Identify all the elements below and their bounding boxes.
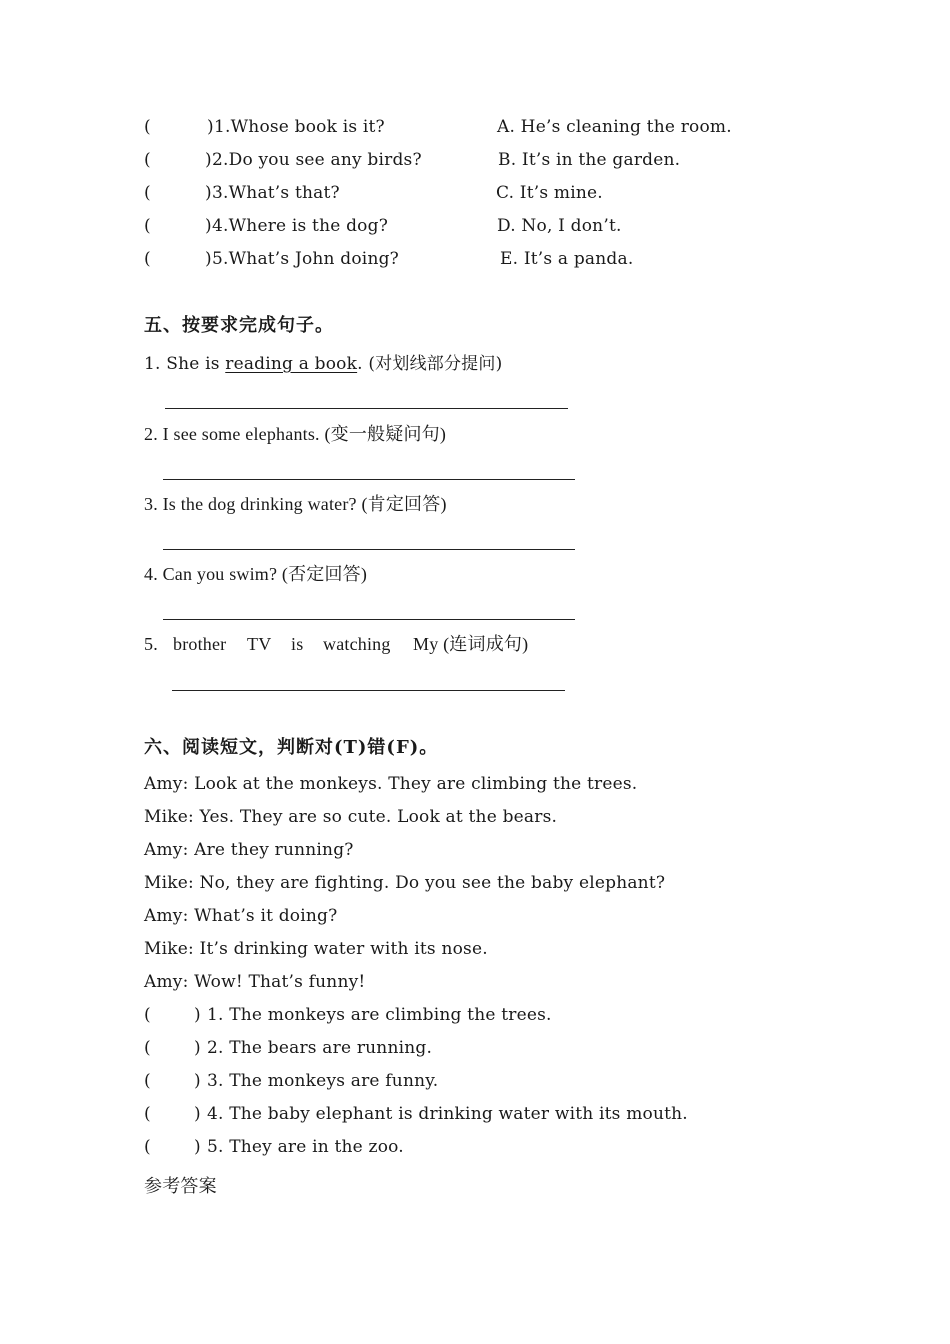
judgement-statement: 1. The monkeys are climbing the trees. bbox=[207, 1005, 552, 1025]
answer-paren-open: ( bbox=[144, 1071, 151, 1091]
answer-line[interactable] bbox=[163, 549, 575, 550]
judgement-statement: 3. The monkeys are funny. bbox=[207, 1071, 439, 1091]
dialogue-line: Mike: No, they are fighting. Do you see the baby elephant? bbox=[144, 873, 666, 893]
scrambled-word: My (连词成句) bbox=[413, 634, 529, 654]
scrambled-word: is bbox=[291, 634, 304, 654]
answer-paren-close: ) bbox=[194, 1137, 201, 1157]
answer-option: E. It’s a panda. bbox=[500, 249, 634, 269]
answer-option: B. It’s in the garden. bbox=[498, 150, 681, 170]
answer-paren-close: ) bbox=[194, 1005, 201, 1025]
dialogue-line: Amy: Wow! That’s funny! bbox=[144, 972, 366, 992]
question-text: 3.What’s that? bbox=[212, 183, 340, 203]
answer-paren-close: ) bbox=[194, 1071, 201, 1091]
dialogue-line: Mike: It’s drinking water with its nose. bbox=[144, 939, 488, 959]
answer-paren-open: ( bbox=[144, 117, 151, 137]
exercise-item: 3. Is the dog drinking water? (肯定回答) bbox=[144, 494, 447, 514]
answer-paren-open: ( bbox=[144, 1038, 151, 1058]
dialogue-line: Amy: Are they running? bbox=[144, 840, 354, 860]
answer-option: A. He’s cleaning the room. bbox=[497, 117, 732, 137]
answer-paren-open: ( bbox=[144, 1104, 151, 1124]
item-number: 5. bbox=[144, 634, 158, 654]
question-text: 2.Do you see any birds? bbox=[212, 150, 422, 170]
answer-paren-close: ) bbox=[205, 216, 212, 236]
answer-paren-close: ) bbox=[207, 117, 214, 137]
judgement-statement: 2. The bears are running. bbox=[207, 1038, 433, 1058]
answer-paren-close: ) bbox=[194, 1104, 201, 1124]
dialogue-line: Mike: Yes. They are so cute. Look at the bears. bbox=[144, 807, 558, 827]
answer-line[interactable] bbox=[163, 479, 575, 480]
question-text: 4.Where is the dog? bbox=[212, 216, 389, 236]
answer-paren-close: ) bbox=[205, 249, 212, 269]
scrambled-word: brother bbox=[173, 634, 227, 654]
exercise-item: 2. I see some elephants. (变一般疑问句) bbox=[144, 424, 447, 444]
answer-paren-open: ( bbox=[144, 249, 151, 269]
scrambled-word: watching bbox=[323, 634, 391, 654]
answer-line[interactable] bbox=[163, 619, 575, 620]
exercise-item: 4. Can you swim? (否定回答) bbox=[144, 564, 368, 584]
answer-paren-open: ( bbox=[144, 1137, 151, 1157]
answer-paren-close: ) bbox=[205, 183, 212, 203]
answer-line[interactable] bbox=[172, 690, 565, 691]
answer-option: C. It’s mine. bbox=[496, 183, 603, 203]
section-heading: 六、阅读短文，判断对(T)错(F)。 bbox=[144, 737, 439, 758]
dialogue-line: Amy: Look at the monkeys. They are climbing the trees. bbox=[144, 774, 638, 794]
exercise-item bbox=[144, 354, 502, 374]
answer-paren-open: ( bbox=[144, 183, 151, 203]
judgement-statement: 4. The baby elephant is drinking water with its mouth. bbox=[207, 1104, 688, 1124]
answer-line[interactable] bbox=[165, 408, 568, 409]
dialogue-line: Amy: What’s it doing? bbox=[144, 906, 338, 926]
answer-paren-close: ) bbox=[194, 1038, 201, 1058]
answer-paren-open: ( bbox=[144, 1005, 151, 1025]
answer-paren-open: ( bbox=[144, 150, 151, 170]
answer-paren-close: ) bbox=[205, 150, 212, 170]
judgement-statement: 5. They are in the zoo. bbox=[207, 1137, 404, 1157]
answer-option: D. No, I don’t. bbox=[497, 216, 622, 236]
scrambled-word: TV bbox=[247, 634, 272, 654]
section-heading: 五、按要求完成句子。 bbox=[144, 315, 334, 336]
item-text: 1. She is bbox=[144, 354, 226, 374]
answer-key-title: 参考答案 bbox=[144, 1176, 217, 1197]
item-instruction: . (对划线部分提问) bbox=[357, 354, 503, 374]
underlined-phrase: reading a book bbox=[225, 354, 358, 374]
question-text: 1.Whose book is it? bbox=[214, 117, 385, 137]
answer-paren-open: ( bbox=[144, 216, 151, 236]
question-text: 5.What’s John doing? bbox=[212, 249, 399, 269]
